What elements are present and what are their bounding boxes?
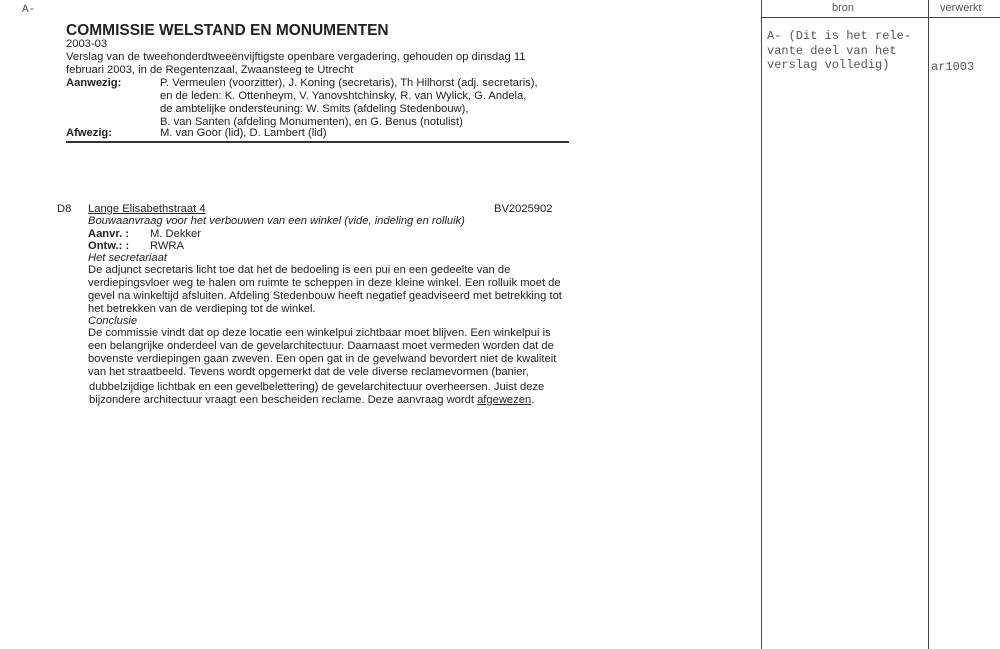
secretariat-line: gevel na winkeltijd afsluiten. Afdeling Stedenbouw heeft negatief geadviseerd met betrekking tot [88,290,562,302]
intro-line-2: februari 2003, in de Regentenzaal, Zwaansteeg te Utrecht [66,64,354,76]
present-label: Aanwezig: [66,77,122,89]
absent-list: M. van Goor (lid), D. Lambert (lid) [160,127,327,139]
item-code: D8 [57,203,72,215]
absent-label: Afwezig: [66,127,112,139]
present-line: B. van Santen (afdeling Monumenten), en G. Benus (notulist) [160,116,463,128]
header-divider [66,141,569,143]
applicant-label: Aanvr. : [88,228,130,240]
decision: afgewezen [477,394,532,406]
secretariat-line: verdiepingsvloer weg te halen om ruimte te scheppen in deze kleine winkel. Een rolluik moet de [88,277,561,289]
conclusion-text: bijzondere architectuur vraagt een bescheiden reclame. Deze aanvraag wordt [89,394,478,406]
margin-mark: A- [22,4,36,16]
intro-line-1: Verslag van de tweehonderdtweeënvijftigste openbare vergadering, gehouden op dinsdag 11 [66,51,526,63]
conclusion-line: dubbelzijdige lichtbak en een gevelbelettering) de gevelarchitectuur overheersen. Juist deze [89,381,545,393]
processed-code: ar1003 [931,60,975,74]
designer: RWRA [150,240,184,252]
applicant: M. Dekker [150,228,201,240]
source-line: vante deel van het [767,44,897,58]
table-border-left [761,0,762,649]
column-header-processed: verwerkt [940,2,982,14]
table-header-divider [761,17,1000,18]
present-line: en de leden: K. Ottenheym, V. Yanovshtchinsky, R. van Wylick, G. Andela, [160,90,527,102]
source-line: verslag volledig) [767,58,890,72]
conclusion-heading: Conclusie [88,315,138,327]
page-title: COMMISSIE WELSTAND EN MONUMENTEN [66,22,389,39]
item-address: Lange Elisabethstraat 4 [88,203,206,215]
decision-end: . [531,394,535,406]
secretariat-heading: Het secretariaat [88,252,167,264]
column-header-source: bron [832,2,855,14]
secretariat-line: het betrekken van de verdieping tot de winkel. [88,303,316,315]
conclusion-line: De commissie vindt dat op deze locatie een winkelpui zichtbaar moet blijven. Een winkelpui is [88,327,551,339]
secretariat-line: De adjunct secretaris licht toe dat het de bedoeling is een pui en een gedeelte van de [88,264,511,276]
source-line: A- (Dit is het rele- [767,29,912,43]
conclusion-last-line [89,394,534,407]
conclusion-line: bovenste verdiepingen gaan zweven. Een open gat in de gevelwand bevordert niet de kwaliteit [88,353,557,365]
item-subject: Bouwaanvraag voor het verbouwen van een winkel (vide, indeling en rolluik) [88,215,465,227]
item-reference: BV2025902 [494,203,553,215]
present-line: de ambtelijke ondersteuning: W. Smits (afdeling Stedenbouw), [160,103,469,115]
report-number: 2003-03 [66,38,108,50]
conclusion-line: een belangrijke onderdeel van de gevelarchitectuur. Daarnaast moet vermeden worden dat de [88,340,554,352]
designer-label: Ontw.: : [88,240,130,252]
present-line: P. Vermeulen (voorzitter), J. Koning (secretaris), Th Hilhorst (adj. secretaris), [160,77,538,89]
conclusion-line: van het straatbeeld. Tevens wordt opgemerkt dat de vele diverse reclamevormen (banier, [88,366,529,378]
table-column-divider [928,0,929,649]
